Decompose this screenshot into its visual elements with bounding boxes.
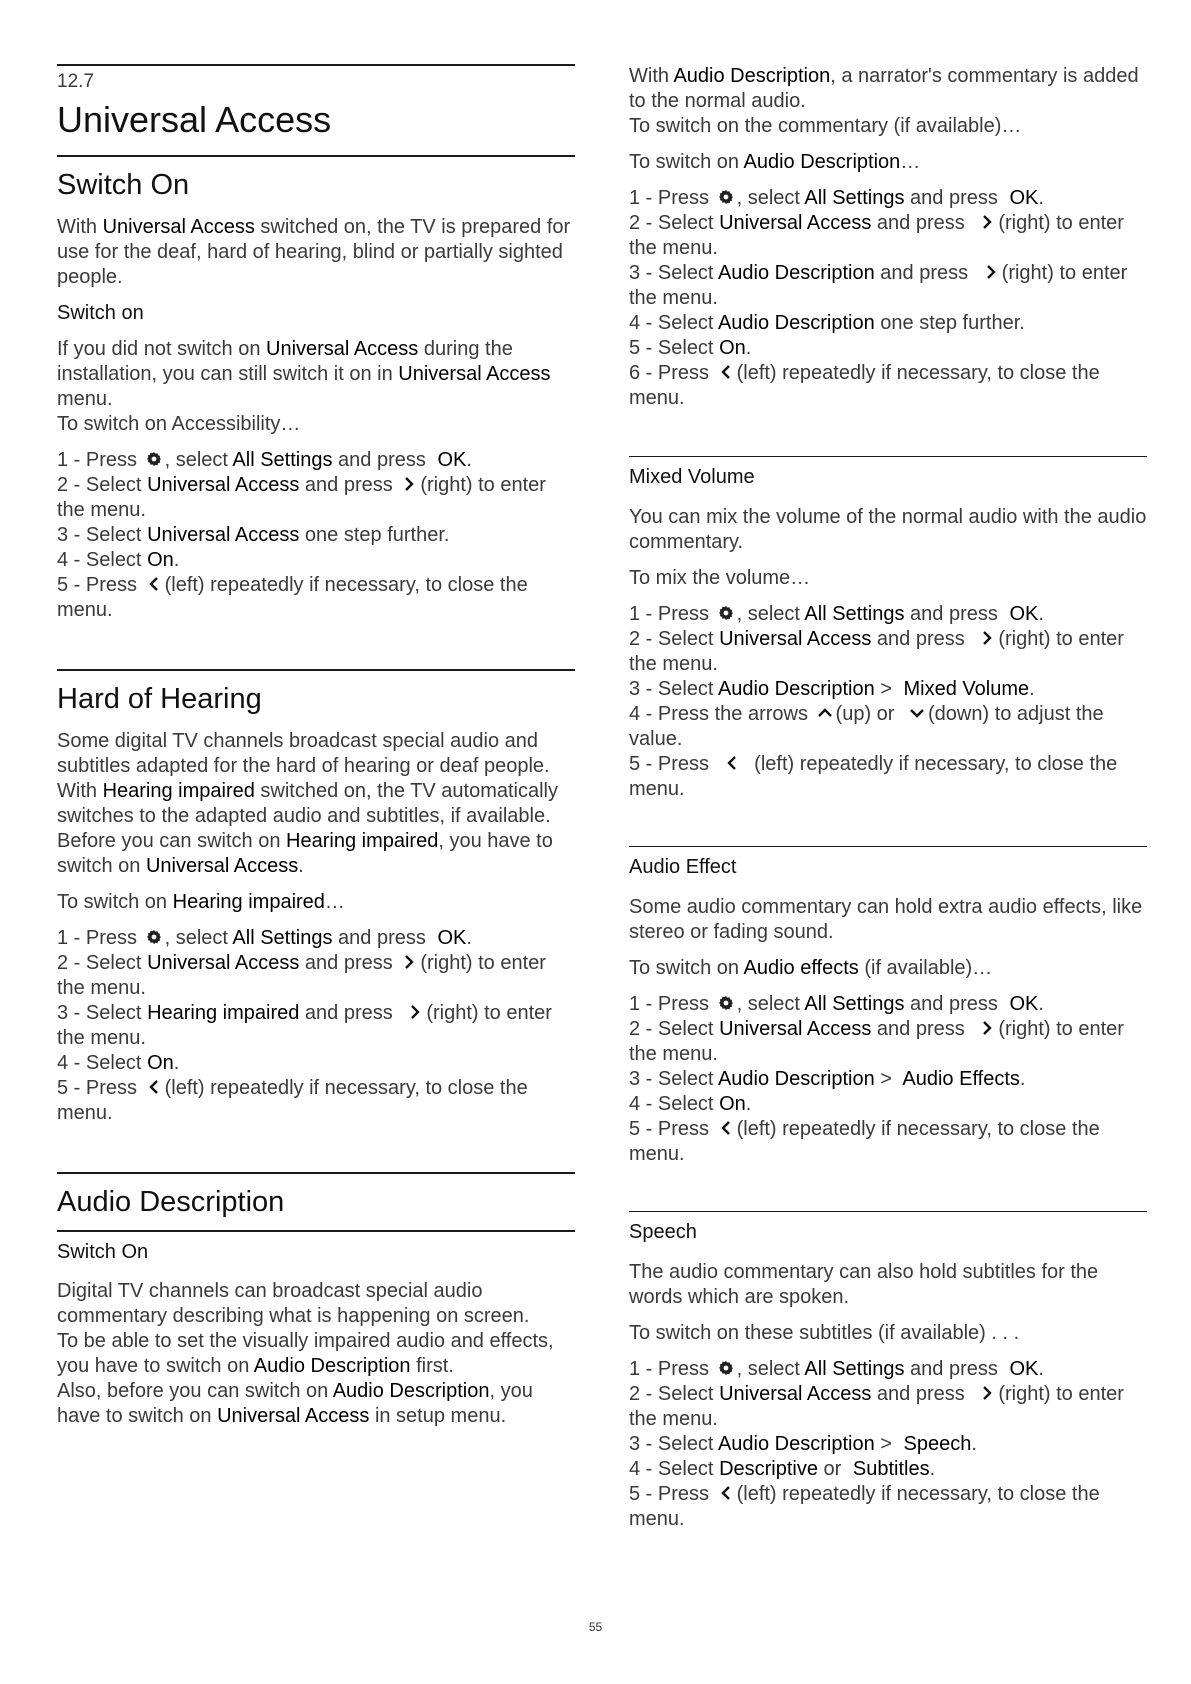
step-item: 3 - Select Audio Description > Mixed Volume.: [629, 678, 1035, 700]
heading-hard-of-hearing: Hard of Hearing: [57, 683, 262, 715]
chevron-left-icon: [722, 753, 742, 773]
chevron-left-icon: [716, 362, 736, 382]
step-item: 1 - Press , select All Settings and press OK.: [629, 187, 1044, 209]
chevron-right-icon: [399, 952, 419, 972]
chapter-number: 12.7: [57, 71, 94, 92]
step-item: 4 - Select On.: [629, 1093, 752, 1115]
heading-switch-on: Switch On: [57, 169, 190, 201]
chapter-title: Universal Access: [57, 99, 332, 140]
paragraph: To switch on the commentary (if available)…: [629, 115, 1022, 137]
step-item: 3 - Select Audio Description and press (right) to enter the menu.: [629, 262, 1128, 309]
paragraph: You can mix the volume of the normal audio with the audio commentary.: [629, 506, 1147, 553]
step-item: 1 - Press , select All Settings and press OK.: [629, 1358, 1044, 1380]
gear-icon: [144, 927, 164, 947]
step-item: 5 - Press (left) repeatedly if necessary, to close the menu.: [57, 574, 528, 621]
step-item: 4 - Select Audio Description one step further.: [629, 312, 1025, 334]
step-item: 3 - Select Universal Access one step further.: [57, 524, 450, 546]
step-item: 3 - Select Audio Description > Audio Effects.: [629, 1068, 1026, 1090]
chevron-left-icon: [144, 1077, 164, 1097]
paragraph: With Audio Description, a narrator's commentary is added to the normal audio.: [629, 65, 1139, 112]
step-item: 2 - Select Universal Access and press (right) to enter the menu.: [629, 628, 1124, 675]
step-item: 2 - Select Universal Access and press (right) to enter the menu.: [629, 212, 1124, 259]
step-item: 2 - Select Universal Access and press (right) to enter the menu.: [629, 1383, 1124, 1430]
subheading-switch-on: Switch on: [57, 302, 144, 324]
right-column: [629, 64, 1147, 1532]
step-list: [57, 926, 575, 1126]
chevron-right-icon: [981, 262, 1001, 282]
subheading-switch-on: Switch On: [57, 1241, 149, 1263]
step-item: 4 - Select Descriptive or Subtitles.: [629, 1458, 936, 1480]
heading-mixed-volume: Mixed Volume: [629, 466, 755, 488]
heading-audio-effect: Audio Effect: [629, 856, 737, 878]
paragraph: Digital TV channels can broadcast special audio commentary describing what is happening on screen.: [57, 1280, 530, 1327]
step-list: [629, 186, 1147, 411]
chevron-right-icon: [977, 212, 997, 232]
step-item: 2 - Select Universal Access and press (right) to enter the menu.: [629, 1018, 1124, 1065]
paragraph: Some digital TV channels broadcast special audio and subtitles adapted for the hard of hearing or deaf people. With Hearing impaired switched on, the TV automatically switches to the adapted audio and subtitles, if available. Before you can switch on Hearing impaired, you have to switch on Universal Access.: [57, 730, 558, 877]
step-item: 4 - Select On.: [57, 549, 180, 571]
step-item: 1 - Press , select All Settings and press OK.: [629, 603, 1044, 625]
step-item: 4 - Press the arrows (up) or (down) to adjust the value.: [629, 703, 1104, 750]
step-item: 4 - Select On.: [57, 1052, 180, 1074]
lead-text: To switch on Audio effects (if available)…: [629, 957, 993, 979]
chevron-left-icon: [716, 1483, 736, 1503]
paragraph: If you did not switch on Universal Access during the installation, you can still switch it on in Universal Access menu.: [57, 338, 551, 410]
page-number: 55: [588, 1620, 603, 1634]
lead-text: To switch on Audio Description…: [629, 151, 921, 173]
chevron-right-icon: [977, 1018, 997, 1038]
step-list: [629, 602, 1147, 802]
step-item: 2 - Select Universal Access and press (right) to enter the menu.: [57, 952, 546, 999]
step-item: 6 - Press (left) repeatedly if necessary, to close the menu.: [629, 362, 1100, 409]
subsection-rule: [57, 1230, 575, 1232]
lead-text: To switch on Hearing impaired…: [57, 891, 345, 913]
step-item: 1 - Press , select All Settings and press OK.: [57, 449, 472, 471]
chevron-right-icon: [405, 1002, 425, 1022]
section-rule: [629, 456, 1147, 457]
step-item: 2 - Select Universal Access and press (right) to enter the menu.: [57, 474, 546, 521]
section-rule: [629, 846, 1147, 847]
left-column: [57, 64, 575, 1429]
paragraph: To be able to set the visually impaired audio and effects, you have to switch on Audio Description first.: [57, 1330, 554, 1377]
step-list: [57, 448, 575, 623]
paragraph: Also, before you can switch on Audio Description, you have to switch on Universal Access in setup menu.: [57, 1380, 533, 1427]
lead-text: To mix the volume…: [629, 567, 811, 589]
step-item: 3 - Select Hearing impaired and press (right) to enter the menu.: [57, 1002, 552, 1049]
gear-icon: [716, 187, 736, 207]
chevron-right-icon: [977, 1383, 997, 1403]
chevron-left-icon: [144, 574, 164, 594]
gear-icon: [144, 449, 164, 469]
gear-icon: [716, 993, 736, 1013]
chevron-left-icon: [716, 1118, 736, 1138]
chevron-up-icon: [815, 703, 835, 723]
step-item: 5 - Select On.: [629, 337, 752, 359]
paragraph: Some audio commentary can hold extra audio effects, like stereo or fading sound.: [629, 896, 1143, 943]
step-item: 5 - Press (left) repeatedly if necessary, to close the menu.: [57, 1077, 528, 1124]
step-item: 5 - Press (left) repeatedly if necessary, to close the menu.: [629, 1118, 1100, 1165]
lead-text: To switch on Accessibility…: [57, 413, 301, 435]
step-item: 1 - Press , select All Settings and press OK.: [629, 993, 1044, 1015]
step-item: 3 - Select Audio Description > Speech.: [629, 1433, 977, 1455]
step-list: [629, 992, 1147, 1167]
chevron-down-icon: [907, 703, 927, 723]
step-item: 5 - Press (left) repeatedly if necessary, to close the menu.: [629, 753, 1118, 800]
paragraph: With Universal Access switched on, the TV is prepared for use for the deaf, hard of hearing, blind or partially sighted people.: [57, 216, 571, 288]
step-list: [629, 1357, 1147, 1532]
heading-speech: Speech: [629, 1221, 697, 1243]
heading-audio-description: Audio Description: [57, 1186, 285, 1218]
chevron-right-icon: [977, 628, 997, 648]
gear-icon: [716, 603, 736, 623]
lead-text: To switch on these subtitles (if available) . . .: [629, 1322, 1020, 1344]
paragraph: The audio commentary can also hold subtitles for the words which are spoken.: [629, 1261, 1099, 1308]
step-item: 1 - Press , select All Settings and press OK.: [57, 927, 472, 949]
gear-icon: [716, 1358, 736, 1378]
chevron-right-icon: [399, 474, 419, 494]
step-item: 5 - Press (left) repeatedly if necessary, to close the menu.: [629, 1483, 1100, 1530]
section-rule: [629, 1211, 1147, 1212]
